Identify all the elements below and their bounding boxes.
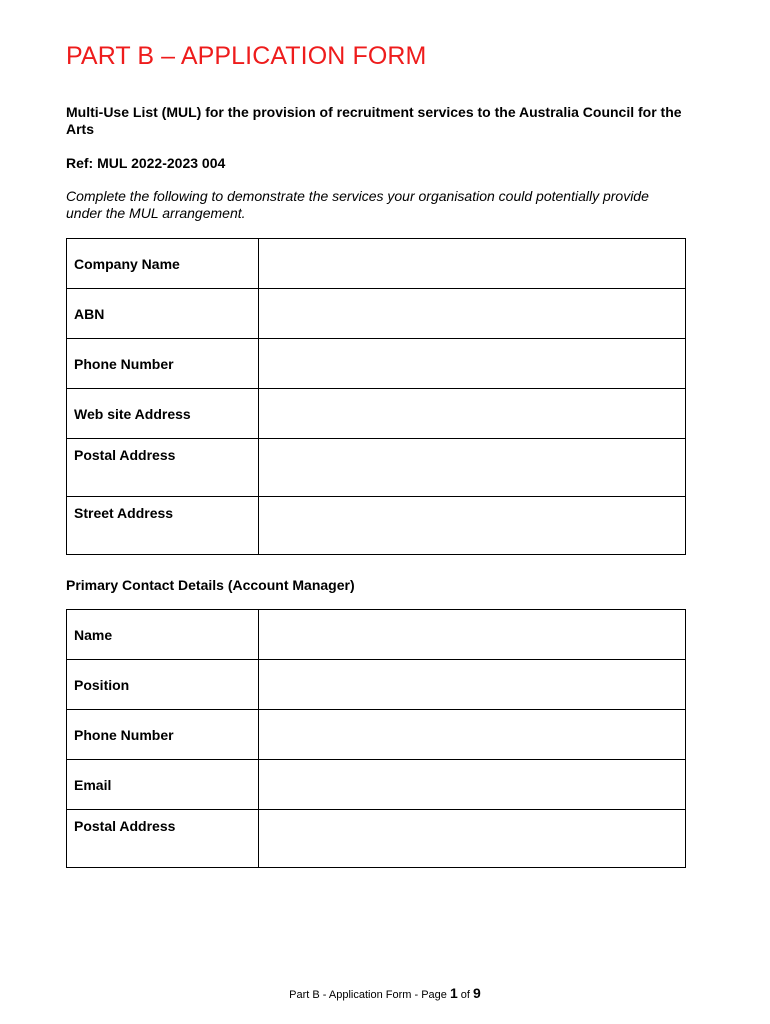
phone-number-label: Phone Number: [67, 339, 259, 389]
table-row: [67, 389, 686, 439]
website-address-label: Web site Address: [67, 389, 259, 439]
contact-name-field[interactable]: [259, 610, 686, 660]
intro-instructions: Complete the following to demonstrate the services your organisation could potentially provide under the MUL arrangement.: [66, 188, 649, 221]
table-row: [67, 610, 686, 660]
primary-contact-table: [66, 609, 686, 868]
company-details-table: [66, 238, 686, 555]
document-subtitle: Multi-Use List (MUL) for the provision of recruitment services to the Australia Council for the Arts: [66, 104, 682, 137]
current-page-number: 1: [449, 985, 458, 1001]
company-name-label: Company Name: [67, 239, 259, 289]
contact-email-label: Email: [67, 760, 259, 810]
contact-phone-label: Phone Number: [67, 710, 259, 760]
table-row: [67, 339, 686, 389]
primary-contact-heading: Primary Contact Details (Account Manager): [66, 577, 355, 593]
contact-name-label: Name: [67, 610, 259, 660]
abn-field[interactable]: [259, 289, 686, 339]
contact-position-field[interactable]: [259, 660, 686, 710]
contact-postal-address-field[interactable]: [259, 810, 686, 868]
contact-postal-address-label: Postal Address: [67, 810, 259, 868]
footer-of: of: [457, 989, 474, 1001]
table-row: [67, 289, 686, 339]
abn-label: ABN: [67, 289, 259, 339]
page-footer: [0, 985, 770, 1001]
table-row: [67, 497, 686, 555]
contact-email-field[interactable]: [259, 760, 686, 810]
postal-address-field[interactable]: [259, 439, 686, 497]
phone-number-field[interactable]: [259, 339, 686, 389]
table-row: [67, 660, 686, 710]
footer-prefix: Part B - Application Form - Page: [289, 989, 450, 1001]
website-address-field[interactable]: [259, 389, 686, 439]
company-name-field[interactable]: [259, 239, 686, 289]
table-row: [67, 239, 686, 289]
page-title: PART B – APPLICATION FORM: [66, 42, 427, 70]
postal-address-label: Postal Address: [67, 439, 259, 497]
total-page-count: 9: [473, 985, 481, 1001]
reference-number: Ref: MUL 2022-2023 004: [66, 155, 226, 171]
street-address-label: Street Address: [67, 497, 259, 555]
table-row: [67, 810, 686, 868]
table-row: [67, 439, 686, 497]
street-address-field[interactable]: [259, 497, 686, 555]
table-row: [67, 760, 686, 810]
table-row: [67, 710, 686, 760]
contact-phone-field[interactable]: [259, 710, 686, 760]
contact-position-label: Position: [67, 660, 259, 710]
